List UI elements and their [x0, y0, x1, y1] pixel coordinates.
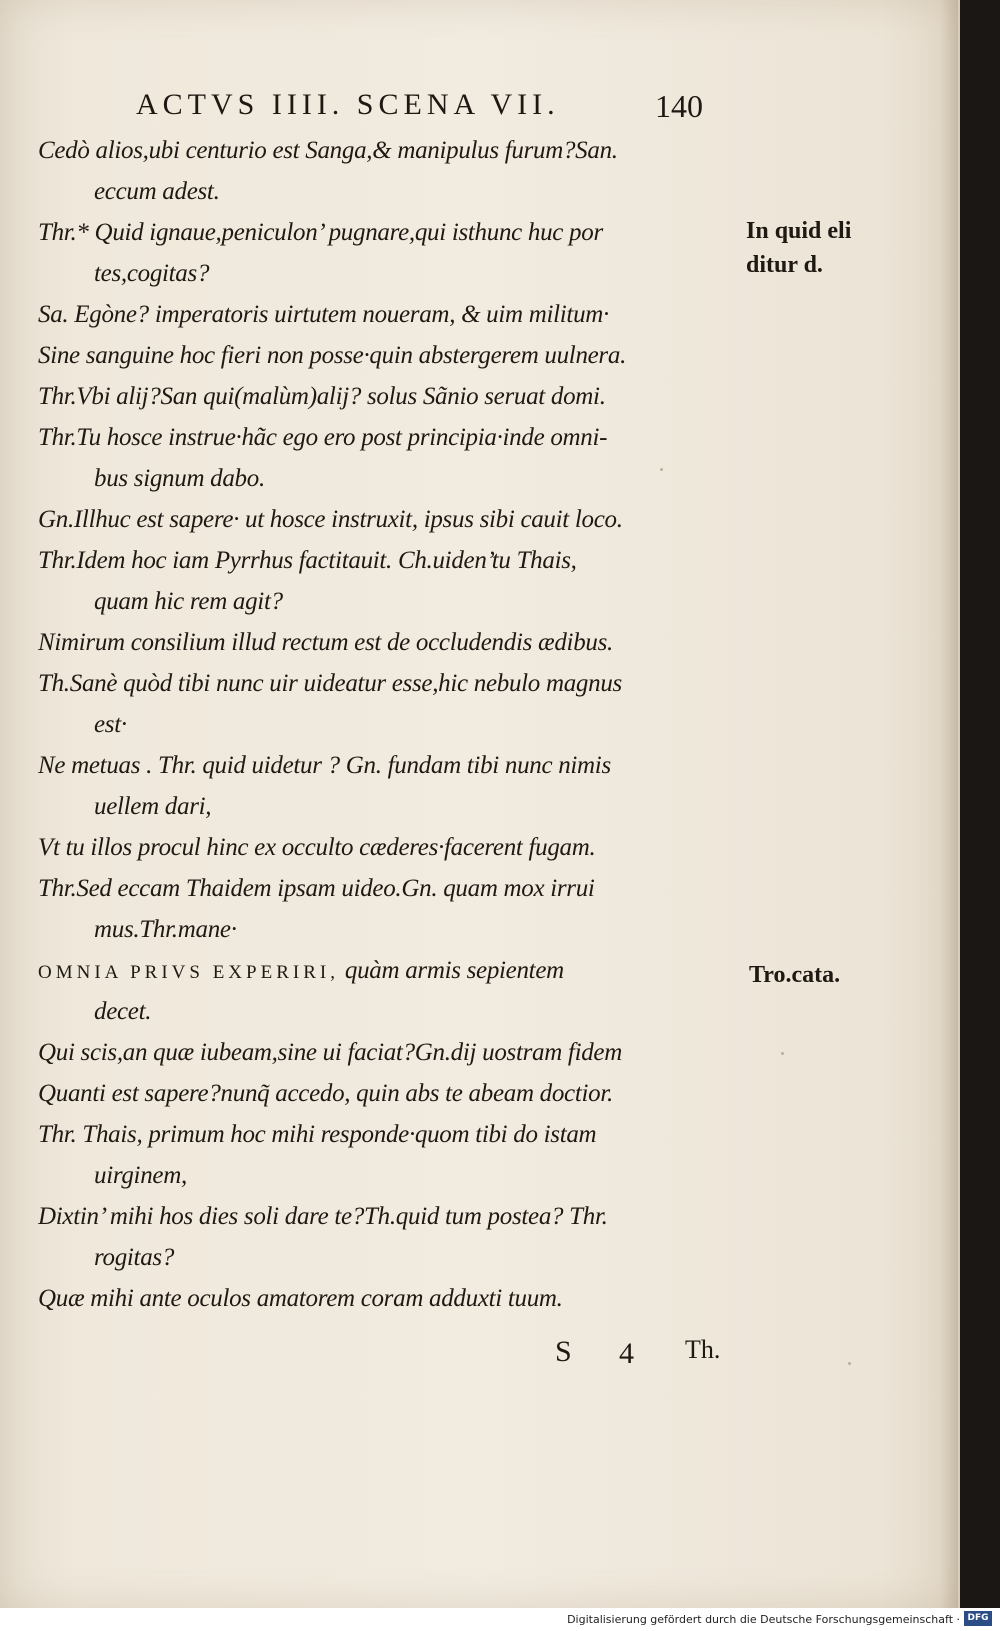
- text-line-content: Thr.Tu hosce instrue·hãc ego ero post principia·inde omni-: [38, 424, 608, 451]
- text-line: [38, 1073, 738, 1114]
- text-line: [38, 868, 738, 909]
- paper-speck: [781, 1052, 784, 1055]
- text-line-content: Thr.Sed eccam Thaidem ipsam uideo.Gn. quam mox irrui: [38, 875, 595, 902]
- text-line: [38, 499, 738, 540]
- text-line: [38, 704, 738, 745]
- dfg-logo: DFG: [964, 1611, 992, 1626]
- text-line: [38, 827, 738, 868]
- text-line-content: Dixtin’ mihi hos dies soli dare te?Th.quid tum postea? Thr.: [38, 1203, 608, 1230]
- text-line-content: Thr.Vbi alij?San qui(malùm)alij? solus Sãnio seruat domi.: [38, 383, 606, 410]
- text-line-content: Th.Sanè quòd tibi nunc uir uideatur esse,hic nebulo magnus: [38, 670, 622, 697]
- text-line: [38, 212, 738, 253]
- text-line-content: Nimirum consilium illud rectum est de occludendis ædibus.: [38, 629, 613, 656]
- page-number: 140: [655, 88, 703, 124]
- text-line: [38, 294, 738, 335]
- text-line: [38, 540, 738, 581]
- text-line: [38, 458, 738, 499]
- text-line: [38, 909, 738, 950]
- text-line: [38, 1114, 738, 1155]
- text-line-content: uirginem,: [94, 1162, 187, 1189]
- text-line: [38, 335, 738, 376]
- text-line-content: quam hic rem agit?: [94, 588, 283, 615]
- paper-speck: [660, 468, 663, 471]
- text-line: [38, 1155, 738, 1196]
- text-line-content: Ne metuas . Thr. quid uidetur ? Gn. fundam tibi nunc nimis: [38, 752, 611, 779]
- text-block: [38, 130, 738, 1319]
- marginal-note: [746, 214, 851, 282]
- text-line-content: Quanti est sapere?nunq̃ accedo, quin abs te abeam doctior.: [38, 1080, 613, 1107]
- page-edge-shadow: [940, 0, 958, 1608]
- text-line: [38, 622, 738, 663]
- text-line-content: OMNIA PRIVS EXPERIRI,: [38, 962, 339, 983]
- marginal-note-line: ditur d.: [746, 252, 823, 278]
- signature-mark: S: [555, 1335, 572, 1368]
- marginal-note-meter: Tro.cata.: [749, 962, 841, 988]
- text-line-content: Vt tu illos procul hinc ex occulto cæderes·facerent fugam.: [38, 834, 596, 861]
- text-line-content: Thr.Idem hoc iam Pyrrhus factitauit. Ch.uiden’tu Thais,: [38, 547, 577, 574]
- text-line-content: Sine sanguine hoc fieri non posse·quin abstergerem uulnera.: [38, 342, 627, 369]
- text-line: [38, 376, 738, 417]
- marginal-note-line: In quid eli: [746, 218, 852, 244]
- catchline: [555, 1335, 745, 1375]
- text-line: [38, 171, 738, 212]
- text-line-content: Thr. Thais, primum hoc mihi responde·quom tibi do istam: [38, 1121, 597, 1148]
- text-line-content: eccum adest.: [94, 178, 220, 205]
- text-line: [38, 991, 738, 1032]
- text-line-content: est·: [94, 711, 127, 738]
- text-line-content: Quæ mihi ante oculos amatorem coram adduxti tuum.: [38, 1285, 563, 1312]
- text-line-content: rogitas?: [94, 1244, 175, 1271]
- text-line: [38, 663, 738, 704]
- paper-speck: [848, 1362, 851, 1365]
- text-line-content: Gn.Illhuc est sapere· ut hosce instruxit, ipsus sibi cauit loco.: [38, 506, 623, 533]
- text-line: [38, 130, 738, 171]
- text-line: [38, 253, 738, 294]
- text-line-content: tes,cogitas?: [94, 260, 210, 287]
- text-line: [38, 581, 738, 622]
- text-line: [38, 1237, 738, 1278]
- text-line-continuation: quàm armis sepientem: [338, 957, 564, 984]
- text-line: [38, 1032, 738, 1073]
- text-line-content: Sa. Egòne? imperatoris uirtutem noueram, & uim militum·: [38, 301, 609, 328]
- signature-number: 4: [619, 1337, 634, 1370]
- text-line: [38, 417, 738, 458]
- text-line: [38, 950, 738, 991]
- text-line: [38, 786, 738, 827]
- text-line: [38, 1196, 738, 1237]
- text-line-content: Qui scis,an quæ iubeam,sine ui faciat?Gn.dij uostram fidem: [38, 1039, 622, 1066]
- catchword: Th.: [685, 1335, 721, 1364]
- page-header: [40, 88, 740, 132]
- running-head: ACTVS IIII. SCENA VII.: [136, 88, 560, 121]
- footer-credit: Digitalisierung gefördert durch die Deutsche Forschungsgemeinschaft ·: [567, 1613, 960, 1626]
- text-line-content: bus signum dabo.: [94, 465, 265, 492]
- text-line-content: decet.: [94, 998, 152, 1025]
- text-line: [38, 745, 738, 786]
- text-line-content: Thr.* Quid ignaue,peniculon’ pugnare,qui isthunc huc por: [38, 219, 603, 246]
- text-line-content: uellem dari,: [94, 793, 212, 820]
- text-line-content: Cedò alios,ubi centurio est Sanga,& manipulus furum?San.: [38, 137, 618, 164]
- text-line: [38, 1278, 738, 1319]
- text-line-content: mus.Thr.mane·: [94, 916, 237, 943]
